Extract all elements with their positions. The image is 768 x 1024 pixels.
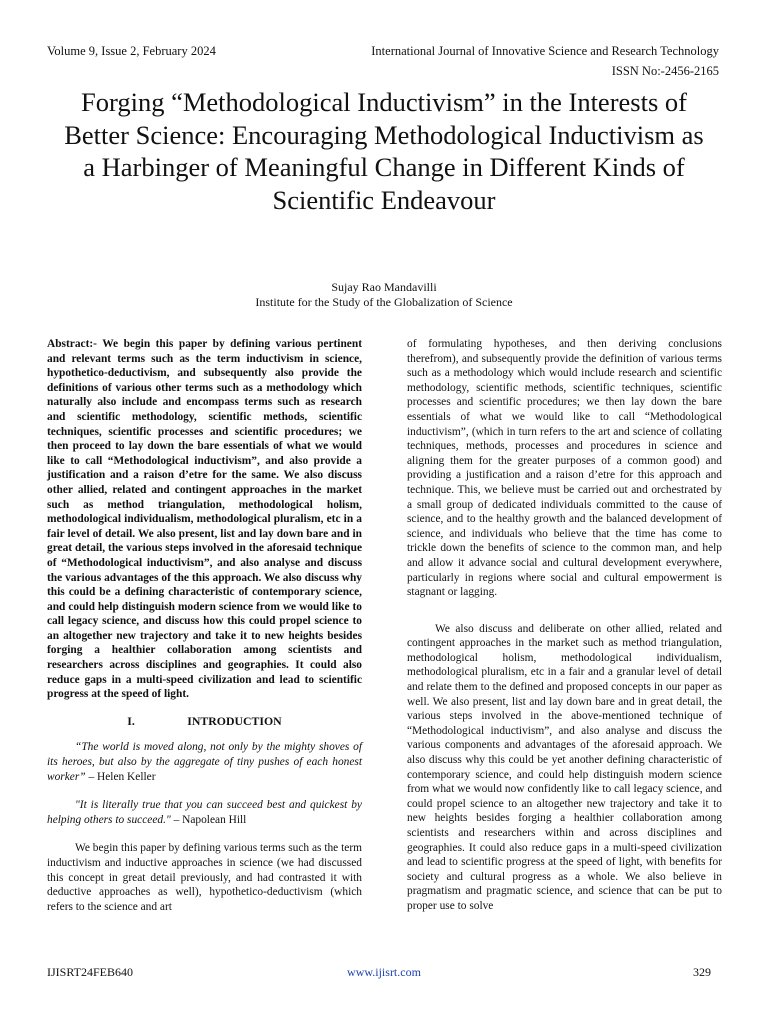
right-column [407,337,722,914]
paper-title: Forging “Methodological Inductivism” in the Interests of Better Science: Encouraging Methodological Inductivism as a Harbinger of Meaningful Change in Different Kinds of Scientific Endeavour [64,87,704,215]
left-column [47,337,362,914]
author-name: Sujay Rao Mandavilli [331,280,437,294]
quote-attribution: – Napolean Hill [170,813,247,826]
quote-text: “The world is moved along, not only by the mighty shoves of its heroes, but also by the aggregate of tiny pushes of each honest worker” [47,741,362,783]
issn-number: ISSN No:-2456-2165 [611,64,719,78]
epigraph-quote [47,740,362,784]
body-paragraph: We begin this paper by defining various terms such as the term inductivism and inductive approaches in science (we had discussed this concept in great detail previously, and had contrasted it with deductive approaches as well), hypothetico-deductivism (which refers to the science and art [47,842,362,913]
body-paragraph: We also discuss and deliberate on other allied, related and contingent approaches in the market such as method triangulation, methodological holism, methodological individualism, methodological pluralism, etc in a fair and a granular level of detail and relate them to the defined and proposed concepts in our paper as well. We also present, list and lay down bare and in great detail, the various steps involved in the above-mentioned technique of “Methodological inductivism”, and also analyse and discuss the various components and advantages of the aforesaid approach. We also discuss why this could be yet another defining characteristic of contemporary science, and could help distinguish modern science from what we would now confidently like to call legacy science, and could propel science to an altogether new trajectory and take it to new heights besides forging a healthier collaboration among scientists and researchers within and across disciplines and geographies. It could also reduce gaps in a multi-speed civilization and lead to scientific progress at the speed of light, with benefits for society and cultural progress as a whole. We also believe in pragmatism and pragmatic science, and science that can be put to proper use to solve [407,622,722,912]
section-title: INTRODUCTION [187,713,282,728]
abstract: Abstract:- We begin this paper by defining various pertinent and relevant terms such as the term inductivism in science, hypothetico-deductivism, and subsequently also provide the definitions of various other terms such as a methodology which naturally also include and encompass terms such as research and scientific methodology, scientific methods, scientific techniques, scientific processes and scientific procedures; we then proceed to lay down the bare essentials of what we would like to call “Methodological inductivism”, and also provide a justification and a raison d’etre for the same. We also discuss other allied, related and contingent approaches in the market such as method triangulation, methodological holism, methodological individualism, methodological pluralism, etc in a fair level of detail. We also present, list and lay down bare and in great detail, the various steps involved in the aforesaid technique of “Methodological inductivism”, and also analyse and discuss the various advantages of the this approach. We also discuss why this could be a defining characteristic of contemporary science, and could help distinguish modern science from we would like to call legacy science, and discuss how this could propel science to an altogether new trajectory and take it to new heights besides forging a healthier collaboration among scientists and researchers across disciplines and geographies. It could also reduce gaps in a multi-speed civilization and lead to scientific progress at the speed of light. [47,338,362,701]
paper-id: IJISRT24FEB640 [47,965,133,979]
epigraph-quote [47,798,362,827]
body-paragraph: of formulating hypotheses, and then deriving conclusions therefrom), and subsequently provide the definition of various terms such as a methodology which would include research and scientific methodology, scientific methods, scientific techniques, scientific processes and scientific procedures; we then lay down the bare essentials of what we would like to call “Methodological inductivism”, (which in turn refers to the art and science of collating techniques, methods, processes and procedures in science and aligning them for the greater purposes of a common good) and providing a justification and a raison d’etre for this approach and technique. This, we believe must be carried out and orchestrated by a small group of dedicated individuals committed to the cause of science, and to the healthy growth and the balanced development of science, and individuals who believe that the time has come to trickle down the benefits of science to the common man, and help and allow it advance social and cultural development everywhere, particularly in regions where social and cultural empowerment is stagnant or lagging. [407,338,722,599]
quote-text: "It is literally true that you can succeed best and quickest by helping others to succeed." [47,799,362,826]
author-affiliation: Institute for the Study of the Globalization of Science [255,295,513,309]
section-heading-introduction [47,714,362,729]
section-number: I. [127,713,135,728]
quote-attribution: – Helen Keller [85,770,156,783]
journal-website-link[interactable]: www.ijisrt.com [347,965,421,979]
page-number: 329 [693,965,711,979]
journal-volume-issue: Volume 9, Issue 2, February 2024 [47,44,216,58]
journal-name: International Journal of Innovative Science and Research Technology [371,44,719,58]
